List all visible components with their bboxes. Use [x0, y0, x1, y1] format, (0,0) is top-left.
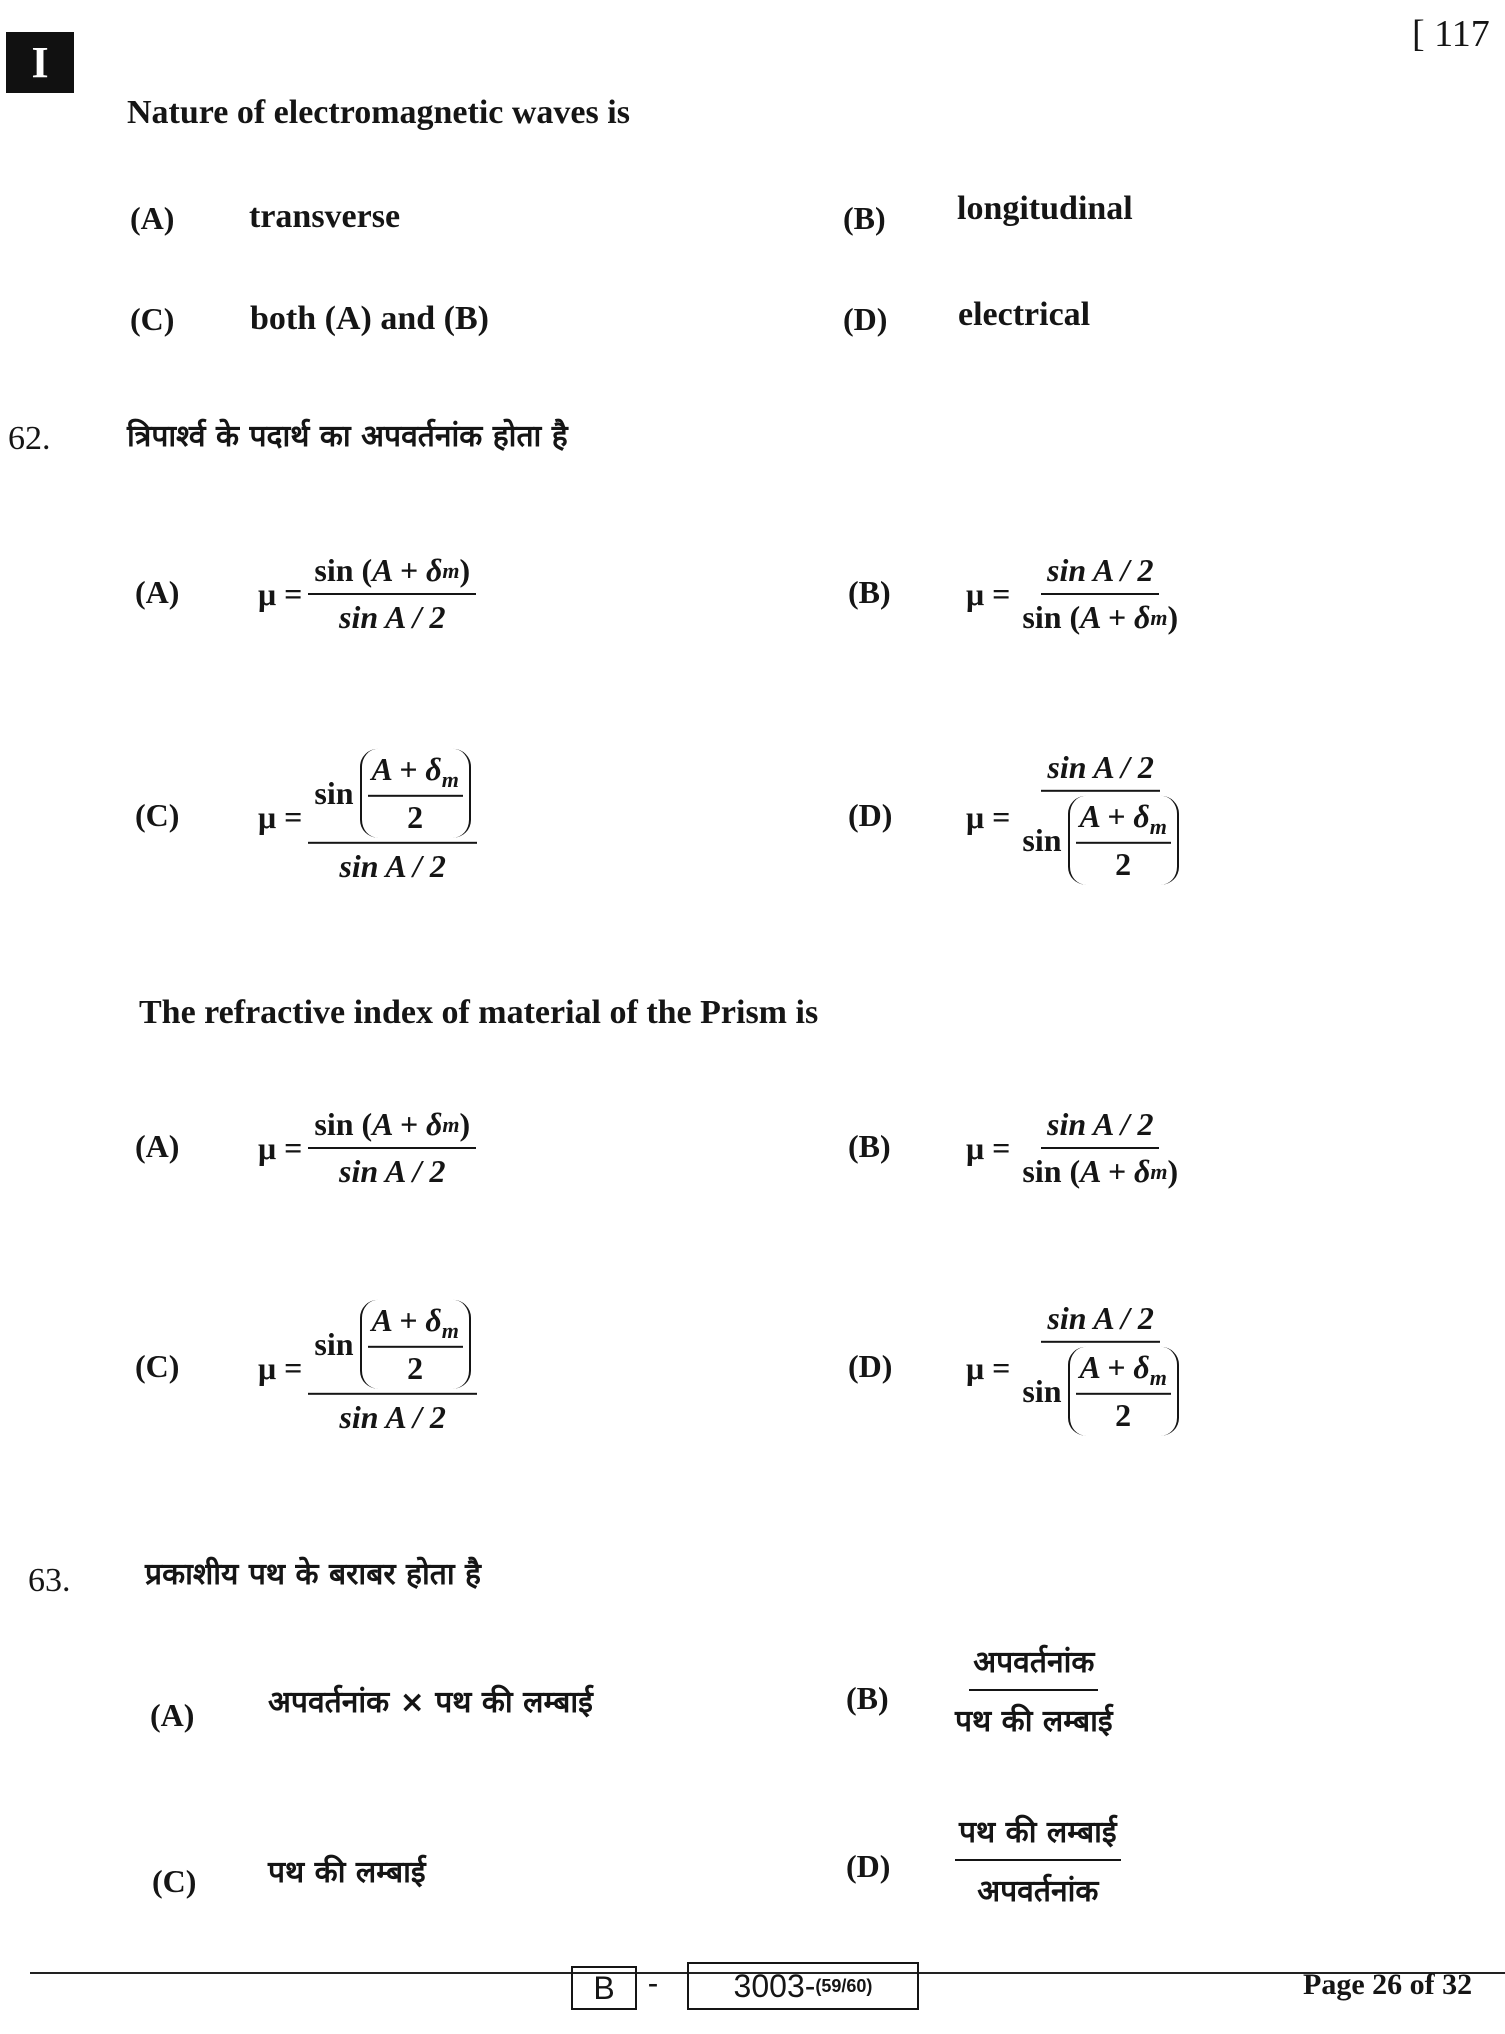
q63-option-c-label[interactable]: (C) — [152, 1863, 197, 1899]
subscript-m: m — [442, 557, 460, 583]
q63-option-d-numerator: पथ की लम्बाई — [955, 1810, 1121, 1861]
close-paren: ) — [1167, 599, 1179, 635]
q63-number: 63. — [28, 1562, 71, 1599]
q62-hi-option-a-label[interactable]: (A) — [135, 574, 180, 610]
a-plus-delta: A + δ — [1079, 1348, 1150, 1385]
sin: sin — [314, 774, 354, 811]
footer-code: 3003- — [733, 1967, 816, 2004]
bracket — [1068, 796, 1179, 885]
close-paren: ) — [1167, 1153, 1179, 1189]
fraction — [308, 1106, 476, 1190]
a-plus-delta: A + δ — [372, 552, 443, 588]
subscript-m: m — [442, 1111, 460, 1137]
two: 2 — [1115, 846, 1132, 883]
sin-open: sin ( — [314, 552, 373, 588]
fraction — [1016, 1106, 1184, 1190]
q62-en-option-b-label[interactable]: (B) — [848, 1128, 891, 1164]
subscript-m: m — [441, 1318, 459, 1344]
footer-code-suffix: (59/60) — [815, 1975, 873, 1996]
q61-option-b-label[interactable]: (B) — [843, 200, 886, 236]
sin: sin — [1022, 1372, 1062, 1409]
q62-number: 62. — [8, 420, 51, 457]
q62-en-option-c-label[interactable]: (C) — [135, 1348, 180, 1384]
mu-equals: μ = — [258, 798, 303, 835]
q62-hi-option-c-formula[interactable] — [258, 749, 477, 885]
sin-a-half: sin A / 2 — [339, 1153, 446, 1189]
q63-option-d-denominator: अपवर्तनांक — [977, 1874, 1099, 1909]
sin: sin — [314, 1325, 354, 1362]
subscript-m: m — [1150, 604, 1168, 630]
mu-equals: μ = — [258, 1349, 303, 1386]
footer-code-box — [687, 1962, 919, 2010]
footer-page-number: Page 26 of 32 — [1303, 1968, 1473, 2001]
subscript-m: m — [1149, 814, 1167, 840]
mu-equals: μ = — [966, 1129, 1011, 1166]
sin-a-half: sin A / 2 — [1047, 748, 1154, 785]
q61-option-b-text[interactable]: longitudinal — [957, 190, 1133, 227]
two: 2 — [407, 799, 424, 836]
bracket — [1068, 1347, 1179, 1436]
q62-en-option-c-formula[interactable] — [258, 1300, 477, 1436]
q61-option-d-label[interactable]: (D) — [843, 301, 888, 337]
footer-dash: - — [648, 1966, 658, 1999]
sin-open: sin ( — [314, 1106, 373, 1142]
fraction — [308, 1300, 476, 1436]
fraction — [1016, 1300, 1184, 1436]
fraction — [1016, 749, 1184, 885]
footer-series-box: B — [571, 1966, 637, 2010]
sin-a-half: sin A / 2 — [1047, 552, 1154, 588]
mu-equals: μ = — [258, 1129, 303, 1166]
sin-a-half: sin A / 2 — [339, 848, 446, 885]
q62-text-hindi: त्रिपार्श्व के पदार्थ का अपवर्तनांक होता है — [127, 419, 568, 454]
fraction — [308, 552, 476, 636]
q63-option-c-text[interactable]: पथ की लम्बाई — [268, 1855, 426, 1890]
sin: sin — [1022, 821, 1062, 858]
a-plus-delta: A + δ — [1080, 1153, 1151, 1189]
q62-hi-option-c-label[interactable]: (C) — [135, 797, 180, 833]
q63-option-a-text[interactable]: अपवर्तनांक × पथ की लम्बाई — [268, 1685, 593, 1720]
mu-equals: μ = — [966, 1349, 1011, 1386]
q63-option-d-fraction[interactable] — [955, 1810, 1121, 1910]
q61-option-c-label[interactable]: (C) — [130, 301, 175, 337]
mu-equals: μ = — [258, 575, 303, 612]
a-plus-delta: A + δ — [372, 1106, 443, 1142]
q62-en-option-d-label[interactable]: (D) — [848, 1348, 893, 1384]
q63-option-b-denominator: पथ की लम्बाई — [955, 1704, 1113, 1739]
page-corner-number: [ 117 — [1412, 13, 1490, 55]
two: 2 — [407, 1350, 424, 1387]
sin-open: sin ( — [1022, 599, 1081, 635]
q62-en-option-a-formula[interactable] — [258, 1106, 476, 1190]
two: 2 — [1115, 1397, 1132, 1434]
subscript-m: m — [441, 767, 459, 793]
q63-option-b-label[interactable]: (B) — [846, 1680, 889, 1716]
subscript-m: m — [1149, 1365, 1167, 1391]
fraction — [308, 749, 476, 885]
sin-a-half: sin A / 2 — [339, 599, 446, 635]
q62-text-english: The refractive index of material of the Prism is — [139, 994, 819, 1031]
q62-hi-option-b-label[interactable]: (B) — [848, 574, 891, 610]
a-plus-delta: A + δ — [1079, 797, 1150, 834]
mu-equals: μ = — [966, 575, 1011, 612]
q61-option-a-text[interactable]: transverse — [249, 198, 401, 235]
q63-text-hindi: प्रकाशीय पथ के बराबर होता है — [145, 1557, 481, 1592]
bracket — [360, 749, 471, 838]
q62-hi-option-b-formula[interactable] — [966, 552, 1184, 636]
q62-hi-option-d-label[interactable]: (D) — [848, 797, 893, 833]
a-plus-delta: A + δ — [371, 750, 442, 787]
q62-en-option-d-formula[interactable] — [966, 1300, 1185, 1436]
q63-option-b-numerator: अपवर्तनांक — [969, 1640, 1098, 1691]
q61-option-a-label[interactable]: (A) — [130, 200, 175, 236]
a-plus-delta: A + δ — [371, 1301, 442, 1338]
sin-open: sin ( — [1022, 1153, 1081, 1189]
q62-hi-option-a-formula[interactable] — [258, 552, 476, 636]
q61-text: Nature of electromagnetic waves is — [127, 94, 630, 131]
subscript-m: m — [1150, 1158, 1168, 1184]
q62-en-option-a-label[interactable]: (A) — [135, 1128, 180, 1164]
q62-hi-option-d-formula[interactable] — [966, 749, 1185, 885]
sin-a-half: sin A / 2 — [1047, 1106, 1154, 1142]
q62-en-option-b-formula[interactable] — [966, 1106, 1184, 1190]
q61-option-c-text[interactable]: both (A) and (B) — [250, 300, 489, 337]
sin-a-half: sin A / 2 — [339, 1399, 446, 1436]
mu-equals: μ = — [966, 798, 1011, 835]
q61-option-d-text[interactable]: electrical — [958, 296, 1091, 333]
close-paren: ) — [459, 552, 471, 588]
sin-a-half: sin A / 2 — [1047, 1299, 1154, 1336]
q63-option-d-label[interactable]: (D) — [846, 1848, 891, 1884]
q63-option-b-fraction[interactable] — [955, 1640, 1113, 1740]
fraction — [1016, 552, 1184, 636]
a-plus-delta: A + δ — [1080, 599, 1151, 635]
close-paren: ) — [459, 1106, 471, 1142]
section-label: I — [6, 32, 74, 93]
bracket — [360, 1300, 471, 1389]
q63-option-a-label[interactable]: (A) — [150, 1697, 195, 1733]
